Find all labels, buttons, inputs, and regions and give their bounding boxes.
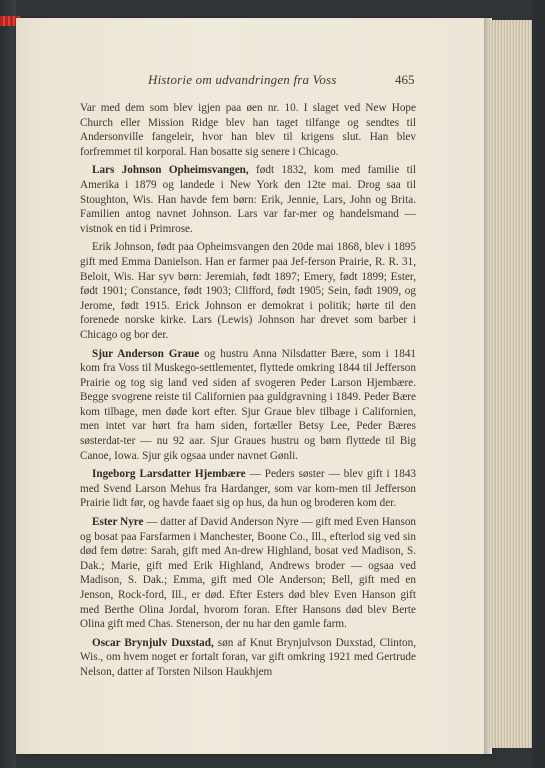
paragraph-text: søn af Knut Brynjulvson Duxstad, Clinton, Wis., om hvem noget er fortalt foran, var gift omkring 1921 med Gertrude Nelson, datter af Torsten Nilson Haukhjem xyxy=(80,636,416,678)
entry-name: Sjur Anderson Graue xyxy=(92,347,200,360)
paragraph-text: Erik Johnson, født paa Opheimsvangen den 20de mai 1868, blev i 1895 gift med Emma Danielson. Han er farmer paa Jef-ferson Prairie, R. R. 31, Beloit, Wis. Har syv børn: Jeremiah, født 1897; Emery, født 1899; Ester, født 1901; Constance, født 1903; Clifford, født 1905; Sein, født 1909, og Jerome, født 1915. Erick Johnson er demokrat i politik; hørte til den forenede norske kirke. Lars (Lewis) Johnson har drevet som barber i Chicago og bor der. xyxy=(80,241,416,341)
paragraph xyxy=(80,636,416,680)
page-edges xyxy=(488,20,534,748)
paragraph-text: — datter af David Anderson Nyre — gift med Even Hanson og bosat paa Farsfarmen i Manchester, Boone Co., Ill., efterlod sig ved sin død fem døtre: Sarah, gift med An-drew Highland, bosat ved Madison, S. Dak.; Marie, gift med Erik Highland, Andrews broder — ogsaa ved Madison, S. Dak.; Emma, gift med Ole Anderson; Bell, gift med en Jenson, Rock-ford, Ill., er død. Efter Esters død blev Even Hanson gift med Berthe Olina Jordal, hvorom foran. Efter Hansons død blev Berte Olina gift med Chas. Stenerson, der nu har den gamle farm. xyxy=(80,516,417,631)
paragraph-text: og hustru Anna Nilsdatter Bære, som i 1841 kom fra Voss til Muskego-settlementet, flyttede omkring 1844 til Jefferson Prairie og tog sig land ved siden af svogeren Peder Larson Hjembære. Begge svogrene reiste til Californien paa guldgravning i 1849. Peder Bære kom tilbage, men døde kort efter. Sjur Graue blev tilbage i Californien, men intet var hørt fra ham siden, fortæller Betsy Lee, Peder Bæres søsterdat-ter — nu 92 aar. Sjur Graues hustru og børn flyttede til Big Canoe, Iowa. Sjur gik ogsaa under navnet Gønli. xyxy=(80,347,417,462)
entry-name: Lars Johnson Opheimsvangen, xyxy=(92,164,249,177)
page-number: 465 xyxy=(395,72,415,87)
paragraph xyxy=(80,240,416,342)
paragraph-text: — Peders søster — blev gift i 1843 med Svend Larson Mehus fra Hardanger, som var kom-men til Jefferson Prairie lidt før, og havde faaet sig op hus, da hun og broderen kom der. xyxy=(80,468,417,510)
entry-name: Ester Nyre xyxy=(92,516,144,529)
paragraph xyxy=(80,163,416,236)
paragraph xyxy=(80,515,416,632)
book-cover-right xyxy=(532,0,545,768)
running-header xyxy=(0,72,545,92)
page-body xyxy=(80,101,416,684)
paragraph xyxy=(80,347,416,464)
paragraph-text: født 1832, kom med familie til Amerika i 1879 og landede i New York den 12te mai. Drog saa til Stoughton, Wis. Han havde fem børn: Erik, Jennie, Lars, John og Brita. Familien antog navnet Johnson. Lars var far-mer og handelsmand — vistnok en tid i Primrose. xyxy=(80,164,416,235)
paragraph xyxy=(80,101,416,159)
paragraph-text: Var med dem som blev igjen paa øen nr. 10. I slaget ved New Hope Church eller Mission Ridge blev han taget tilfange og sendtes til Andersonville fangeleir, hvor han blev til krigens slut. Han blev forfremmet til korporal. Han bosatte sig senere i Chicago. xyxy=(80,102,416,158)
paragraph xyxy=(80,467,416,511)
running-title: Historie om udvandringen fra Voss xyxy=(148,72,337,87)
entry-name: Oscar Brynjulv Duxstad, xyxy=(92,636,214,649)
entry-name: Ingeborg Larsdatter Hjembære xyxy=(92,468,246,481)
book-cover-left xyxy=(0,0,16,768)
